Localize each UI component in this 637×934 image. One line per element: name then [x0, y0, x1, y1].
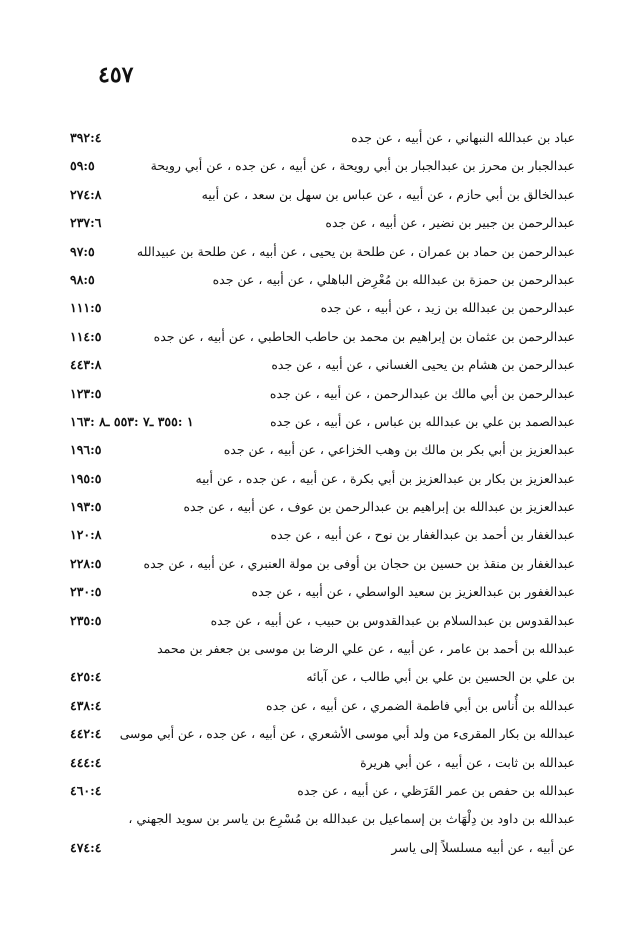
index-entry [70, 152, 575, 180]
index-entry [70, 663, 575, 691]
entry-name: عبدالخالق بن أبي حازم ، عن أبيه ، عن عباس بن سهل بن سعد ، عن أبيه [201, 186, 575, 202]
entry-name: بن علي بن الحسين بن علي بن أبي طالب ، عن آبائه [306, 669, 575, 685]
entry-reference: ٤٦٠:٤ [70, 782, 102, 798]
entry-name: عبدالعزيز بن بكار بن عبدالعزيز بن أبي بكرة ، عن أبيه ، عن جده ، عن أبيه [195, 470, 575, 486]
entry-reference: ٢٧٤:٨ [70, 186, 102, 202]
entry-reference: ٩٨:٥ [70, 271, 95, 287]
entry-name: عبدالجبار بن محرز بن عبدالجبار بن أبي رويحة ، عن أبيه ، عن جده ، عن أبي رويحة [150, 158, 575, 174]
entry-reference: ٤٢٥:٤ [70, 669, 102, 685]
index-entry [70, 607, 575, 635]
entry-reference: ١٩٣:٥ [70, 499, 102, 515]
index-entry [70, 408, 575, 436]
entry-reference: ١٩٥:٥ [70, 470, 102, 486]
entry-reference: ٣٩٢:٤ [70, 130, 102, 145]
index-entry [70, 380, 575, 408]
entry-reference: ٤٤٣:٨ [70, 357, 102, 373]
entry-reference: ١٩٦:٥ [70, 442, 102, 458]
entry-name: عبدالله بن ثابت ، عن أبيه ، عن أبي هريرة [360, 754, 575, 770]
index-entry [70, 323, 575, 351]
index-entry [70, 493, 575, 521]
entry-name: عبدالله بن بكار المقرىء من ولد أبي موسى الأشعري ، عن أبيه ، عن جده ، عن أبي موسى [119, 727, 575, 742]
entry-name: عبدالرحمن بن عبدالله بن زيد ، عن أبيه ، عن جده [320, 300, 575, 316]
index-entry [70, 351, 575, 379]
entry-name: عبدالله بن داود بن دِلْهَاث بن إسماعيل بن عبدالله بن مُسْرِع بن ياسر بن سويد الجهني ، [128, 811, 575, 827]
index-entry [70, 181, 575, 209]
entry-name: عبدالغفور بن عبدالعزيز بن سعيد الواسطي ، عن أبيه ، عن جده [251, 584, 575, 600]
index-entry [70, 209, 575, 237]
entry-reference: ١ :٣٥٥ ـ٧ :٥٥٣ ـ٨ :١٦٣ [70, 413, 194, 429]
entry-reference: ٤٤٢:٤ [70, 726, 102, 742]
entry-reference: ١١٤:٥ [70, 328, 102, 344]
entry-name: عبدالعزيز بن أبي بكر بن مالك بن وهب الخزاعي ، عن أبيه ، عن جده [223, 442, 575, 458]
entry-reference: ٥٩:٥ [70, 158, 95, 174]
index-entry [70, 294, 575, 322]
entry-name: عبدالرحمن بن حمزة بن عبدالله بن مُعْرِض الباهلي ، عن أبيه ، عن جده [212, 271, 575, 287]
entry-reference: ٤٣٨:٤ [70, 697, 102, 713]
entry-reference: ٢٣٥:٥ [70, 612, 102, 628]
index-entry [70, 805, 575, 833]
entry-name: عبدالغفار بن منقذ بن حسين بن حجان بن أوفى بن مولة العنبري ، عن أبيه ، عن جده [143, 555, 575, 571]
page-number: ٤٥٧ [98, 62, 134, 88]
index-entry [70, 749, 575, 777]
index-entry [70, 436, 575, 464]
entry-name: عبدالله بن أُناس بن أبي فاطمة الضمري ، عن أبيه ، عن جده [266, 697, 575, 713]
entry-name: عبدالرحمن بن عثمان بن إبراهيم بن محمد بن حاطب الحاطبي ، عن أبيه ، عن جده [153, 328, 575, 344]
entry-reference: ٤٧٤:٤ [70, 839, 102, 855]
index-entry [70, 635, 575, 663]
index-entry [70, 465, 575, 493]
entry-name: عبدالرحمن بن جبير بن نضير ، عن أبيه ، عن جده [325, 215, 575, 231]
entry-reference: ٢٣٠:٥ [70, 584, 102, 600]
index-entry [70, 834, 575, 862]
index-entry [70, 777, 575, 805]
entry-reference: ١١١:٥ [70, 300, 102, 316]
entry-name: عبدالله بن حفص بن عمر القَرَظي ، عن أبيه ، عن جده [297, 782, 575, 798]
index-entries [70, 124, 575, 862]
entry-reference: ١٢٠:٨ [70, 527, 102, 543]
entry-name: عبدالصمد بن علي بن عبدالله بن عباس ، عن أبيه ، عن جده [270, 413, 575, 429]
entry-reference: ٩٧:٥ [70, 243, 95, 259]
entry-name: عبدالرحمن بن أبي مالك بن عبدالرحمن ، عن أبيه ، عن جده [269, 385, 575, 401]
index-entry [70, 692, 575, 720]
entry-reference: ١٢٣:٥ [70, 385, 102, 401]
entry-name: عبدالله بن أحمد بن عامر ، عن أبيه ، عن علي الرضا بن موسى بن جعفر بن محمد [157, 641, 575, 657]
entry-reference: ٢٣٧:٦ [70, 215, 102, 231]
entry-name: عبدالقدوس بن عبدالسلام بن عبدالقدوس بن حبيب ، عن أبيه ، عن جده [210, 612, 575, 628]
index-entry [70, 720, 575, 748]
index-entry [70, 521, 575, 549]
entry-name: عبدالعزيز بن عبدالله بن إبراهيم بن عبدالرحمن بن عوف ، عن أبيه ، عن جده [183, 499, 575, 515]
index-entry [70, 578, 575, 606]
entry-name: عبدالغفار بن أحمد بن عبدالغفار بن نوح ، عن أبيه ، عن جده [270, 527, 575, 543]
entry-name: عن أبيه ، عن أبيه مسلسلاً إلى ياسر [391, 839, 575, 855]
entry-name: عباد بن عبدالله النبهاني ، عن أبيه ، عن جده [351, 130, 575, 145]
entry-name: عبدالرحمن بن هشام بن يحيى الغساني ، عن أبيه ، عن جده [271, 357, 575, 373]
index-entry [70, 266, 575, 294]
entry-name: عبدالرحمن بن حماد بن عمران ، عن طلحة بن يحيى ، عن أبيه ، عن طلحة بن عبيدالله [136, 243, 575, 259]
index-entry [70, 238, 575, 266]
index-entry [70, 550, 575, 578]
entry-reference: ٢٢٨:٥ [70, 555, 102, 571]
index-entry [70, 124, 575, 152]
entry-reference: ٤٤٤:٤ [70, 754, 102, 770]
